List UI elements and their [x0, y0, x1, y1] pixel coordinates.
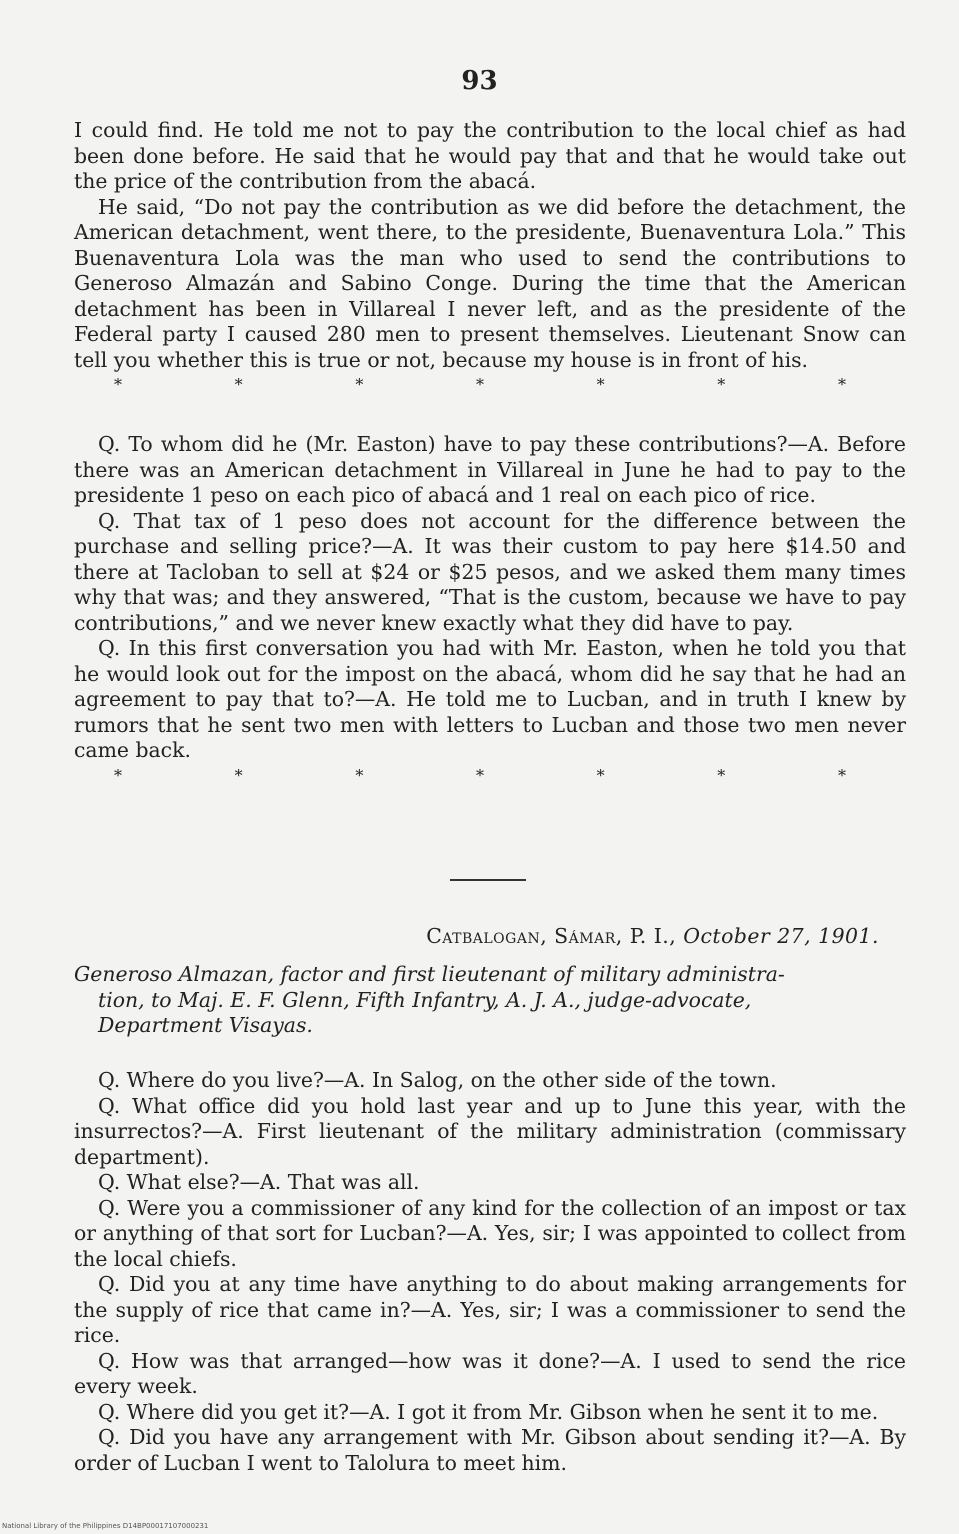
archive-footer: National Library of the Philippines D14BP00017107000231 [2, 1522, 209, 1530]
page-number: 93 [461, 66, 498, 96]
heading-line: Generoso Almazan, factor and first lieutenant of military administra- [74, 962, 785, 986]
paragraph: Q. How was that arranged—how was it done?—A. I used to send the rice every week. [74, 1348, 906, 1398]
asterisk: * [596, 375, 605, 394]
paragraph: Q. What else?—A. That was all. [98, 1170, 420, 1194]
testimony-heading [74, 962, 906, 1039]
heading-line: tion, to Maj. E. F. Glenn, Fifth Infantry, A. J. A., judge-advocate, [98, 987, 752, 1012]
paragraph: Q. To whom did he (Mr. Easton) have to pay these contributions?—A. Before there was an American detachment in Villareal in June he had to pay to the presidente 1 peso on each pico of abacá and 1 real on each pico of rice. [74, 432, 906, 507]
asterisk-separator [74, 764, 906, 788]
asterisk: * [596, 765, 605, 785]
asterisk: * [234, 375, 243, 394]
text-section-2 [74, 432, 906, 788]
asterisk: * [114, 765, 122, 785]
asterisk: * [717, 765, 726, 785]
paragraph: Q. That tax of 1 peso does not account for the difference between the purchase and selling price?—A. It was their custom to pay here $14.50 and there at Tacloban to sell at $24 or $25 pesos, and we asked them many times why that was; and they answered, “That is the custom, because we have to pay contributions,” and we never knew exactly what they did have to pay. [74, 508, 906, 635]
paragraph: Q. Did you have any arrangement with Mr. Gibson about sending it?—A. By order of Lucban I went to Talolura to meet him. [74, 1425, 906, 1475]
asterisk: * [717, 375, 726, 394]
asterisk: * [355, 765, 364, 785]
asterisk: * [475, 765, 484, 785]
dateline-date: October 27, 1901. [683, 924, 879, 948]
paragraph: Q. Did you at any time have anything to do about making arrangements for the supply of rice that came in?—A. Yes, sir; I was a commissioner to send the rice. [74, 1272, 906, 1347]
asterisk: * [475, 375, 484, 394]
paragraph: Q. Where did you get it?—A. I got it from Mr. Gibson when he sent it to me. [98, 1399, 879, 1424]
asterisk: * [355, 375, 364, 394]
paragraph: He said, “Do not pay the contribution as we did before the detachment, the American detachment, went there, to the presidente, Buenaventura Lola.” This Buenaventura Lola was the man who used to send the contributions to Generoso Almazán and Sabino Conge. During the time that the American detachment has been in Villareal I never left, and as the presidente of the Federal party I caused 280 men to present themselves. Lieutenant Snow can tell you whether this is true or not, because my house is in front of his. [74, 194, 906, 372]
asterisk: * [114, 375, 122, 394]
section-divider [450, 879, 526, 881]
paragraph: Q. Where do you live?—A. In Salog, on the other side of the town. [98, 1068, 777, 1092]
paragraph: Q. Were you a commissioner of any kind for the collection of an impost or tax or anything of that sort for Lucban?—A. Yes, sir; I was appointed to collect from the local chiefs. [74, 1195, 906, 1271]
asterisk: * [837, 765, 846, 785]
heading-line: Department Visayas. [98, 1013, 313, 1037]
asterisk: * [837, 375, 846, 394]
paragraph: I could find. He told me not to pay the contribution to the local chief as had been done before. He said that he would pay that and that he would take out the price of the contribution from the abacá. [74, 118, 906, 193]
paragraph: Q. What office did you hold last year and up to June this year, with the insurrectos?—A. First lieutenant of the military administration (commissary department). [74, 1093, 906, 1169]
asterisk: * [234, 765, 243, 785]
text-section-3 [74, 1068, 906, 1476]
paragraph: Q. In this first conversation you had with Mr. Easton, when he told you that he would look out for the impost on the abacá, whom did he say that he had an agreement to pay that to?—A. He told me to Lucban, and in truth I knew by rumors that he sent two men with letters to Lucban and those two men never came back. [74, 636, 906, 762]
text-section-1 [74, 118, 906, 397]
dateline-place: Catbalogan, Sámar, P. I., [426, 924, 677, 948]
dateline [426, 924, 879, 948]
asterisk-separator [74, 373, 906, 397]
